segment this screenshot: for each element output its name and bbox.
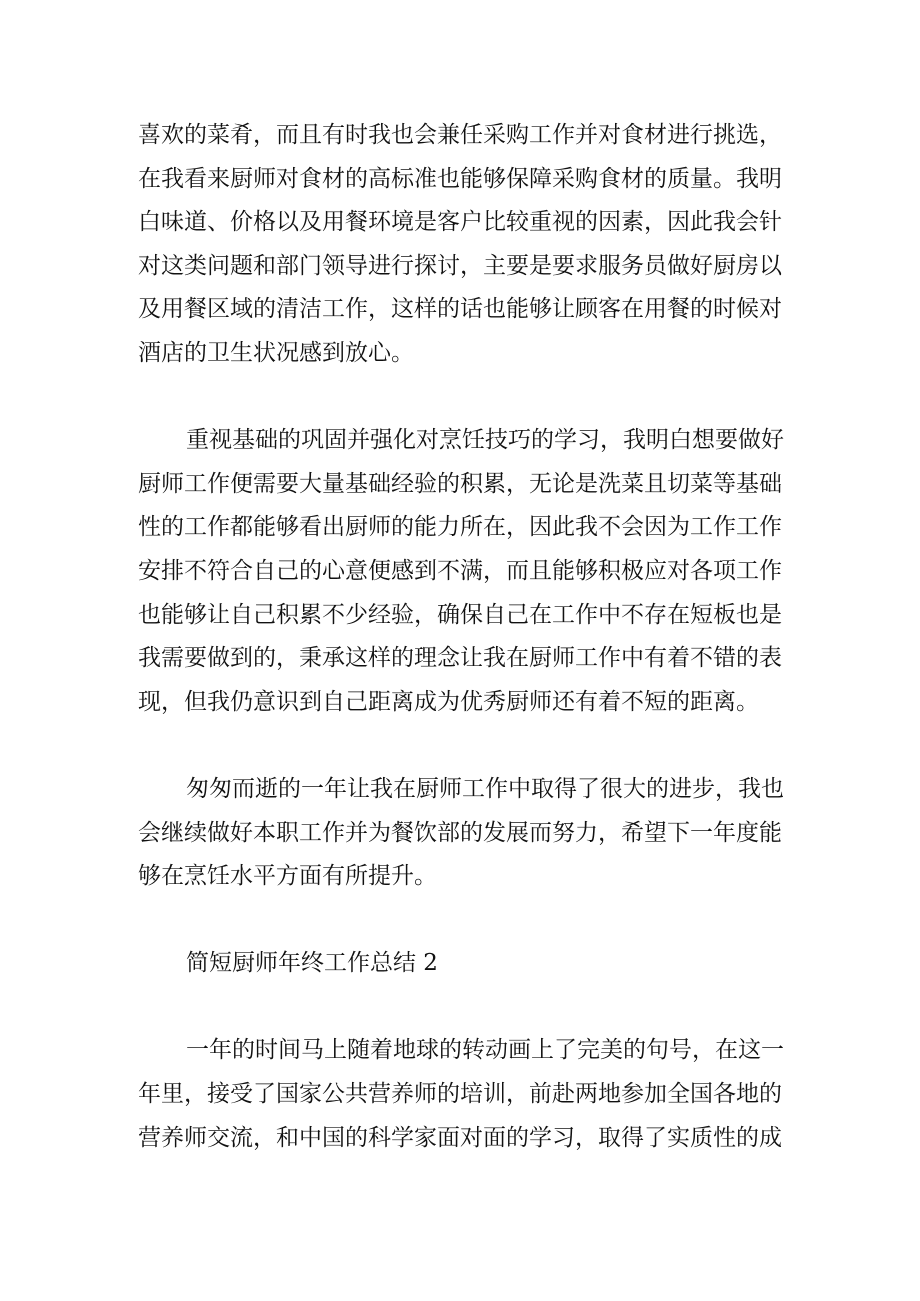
paragraph-spacer	[138, 376, 798, 420]
text-line: 够在烹饪水平方面有所提升。	[138, 863, 437, 890]
text-line: 白味道、价格以及用餐环境是客户比较重视的因素，因此我会针	[138, 209, 782, 236]
text-line: 及用餐区域的清洁工作，这样的话也能够让顾客在用餐的时候对	[138, 296, 782, 323]
text-line: 也能够让自己积累不少经验，确保自己在工作中不存在短板也是	[138, 601, 782, 628]
text-line: 年里，接受了国家公共营养师的培训，前赴两地参加全国各地的	[138, 1081, 782, 1108]
text-line: 会继续做好本职工作并为餐饮部的发展而努力，希望下一年度能	[138, 819, 782, 846]
text-line: 酒店的卫生状况感到放心。	[138, 339, 414, 366]
paragraph-3	[138, 768, 798, 899]
paragraph-spacer	[138, 724, 798, 768]
paragraph-4	[138, 1029, 798, 1160]
text-line: 安排不符合自己的心意便感到不满，而且能够积极应对各项工作	[138, 557, 782, 584]
text-line: 我需要做到的，秉承这样的理念让我在厨师工作中有着不错的表	[138, 645, 782, 672]
paragraph-spacer	[138, 986, 798, 1030]
text-line: 喜欢的菜肴，而且有时我也会兼任采购工作并对食材进行挑选，	[138, 122, 782, 148]
text-line: 重视基础的巩固并强化对烹饪技巧的学习，我明白想要做好	[186, 427, 784, 454]
document-body	[138, 114, 798, 1160]
text-line: 性的工作都能够看出厨师的能力所在，因此我不会因为工作工作	[138, 514, 782, 541]
text-line: 一年的时间马上随着地球的转动画上了完美的句号，在这一	[186, 1037, 784, 1064]
text-line: 匆匆而逝的一年让我在厨师工作中取得了很大的进步，我也	[186, 775, 784, 802]
text-line: 对这类问题和部门领导进行探讨，主要是要求服务员做好厨房以	[138, 252, 782, 279]
paragraph-spacer	[138, 899, 798, 943]
text-line: 营养师交流，和中国的科学家面对面的学习，取得了实质性的成	[138, 1124, 782, 1151]
text-line: 现，但我仍意识到自己距离成为优秀厨师还有着不短的距离。	[138, 688, 759, 715]
section-heading: 简短厨师年终工作总结 2	[186, 950, 438, 977]
text-line: 在我看来厨师对食材的高标准也能够保障采购食材的质量。我明	[138, 165, 782, 192]
paragraph-2	[138, 419, 798, 724]
paragraph-1	[138, 114, 798, 376]
text-line: 厨师工作便需要大量基础经验的积累，无论是洗菜且切菜等基础	[138, 470, 782, 497]
